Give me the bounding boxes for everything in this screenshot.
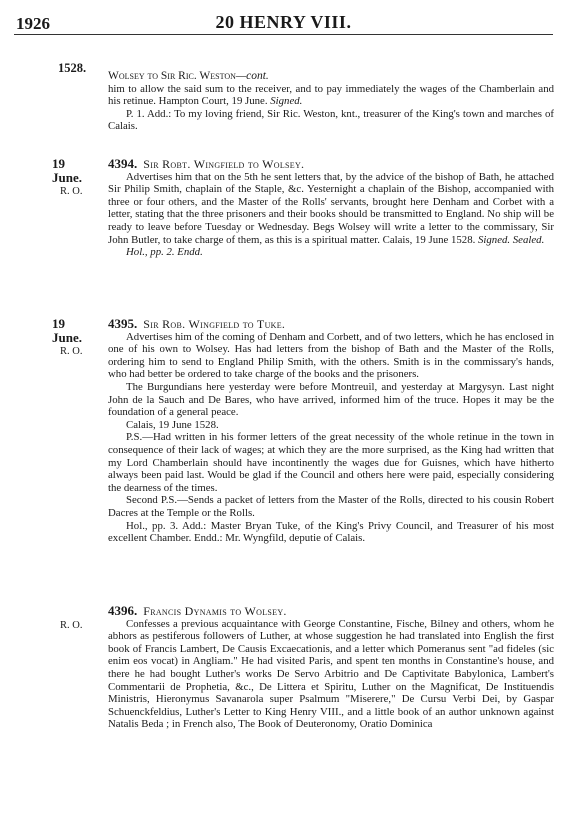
entry-4394 <box>108 158 554 259</box>
entry-body: Advertises him that on the 5th he sent letters that, by the advice of the bishop of Bath, he attached Sir Philip Smith, chaplain of the Staple, &c. Yesternight a chaplain of the Bishop, accompanied with three or four others, and the Master of the Rolls' servants, brought here Denham and Corbet with a letter, stating that the three prisoners and their books should be transmitted to England. No ship will be ready to leave before Tuesday or Wednesday. Begs Wolsey will write a letter to the commissary, Sir John Butler, to take charge of them, as this is a spiritual matter. Calais, 19 June 1528. Signed. Sealed. <box>108 170 554 246</box>
entry-paragraph: Calais, 19 June 1528. <box>126 418 219 431</box>
page-number: 1926 <box>16 14 50 33</box>
entry-paragraph: P. 1. Add.: To my loving friend, Sir Ric. Weston, knt., treasurer of the King's town and marches of Calais. <box>108 107 554 133</box>
entry-paragraph: Second P.S.—Sends a packet of letters from the Master of the Rolls, directed to his cousin Robert Dacres at the Temple or the Rolls. <box>108 494 554 519</box>
entry-paragraph: him to allow the said sum to the receiver, and to pay immediately the wages of the Chamberlain and his retinue. Hampton Court, 19 June. Signed. <box>108 82 554 108</box>
entry-heading: 4395. Sir Rob. Wingfield to Tuke. <box>108 316 286 331</box>
margin-source-4396: R. O. <box>60 620 83 631</box>
entry-wolsey-to-weston <box>108 70 554 133</box>
entry-heading: 4396. Francis Dynamis to Wolsey. <box>108 603 287 618</box>
entry-paragraph: P.S.—Had written in his former letters of the great necessity of the whole retinue in the town in consequence of their lack of wages; at which they are the more surprised, as the King had written that my Lord Chamberlain should have incontinently the wages due for Guisnes, which have hitherto always been paid last. Would be glad if the Council and others here were paid, especially considering the dearness of the times. <box>108 431 554 494</box>
entry-paragraph: Hol., pp. 3. Add.: Master Bryan Tuke, of the King's Privy Council, and Treasurer of his most excellent Chamber. Endd.: Mr. Wyngfild, deputie of Calais. <box>108 519 554 545</box>
entry-heading: Wolsey to Sir Ric. Weston—cont. <box>108 70 269 82</box>
margin-date-4394: 19 June. R. O. <box>52 156 83 197</box>
entry-heading: 4394. Sir Robt. Wingfield to Wolsey. <box>108 156 305 171</box>
margin-date-4395: 19 June. R. O. <box>52 316 83 357</box>
entry-paragraph: Advertises him of the coming of Denham and Corbett, and of two letters, which he has enclosed in one of his own to Wolsey. Has had letters from the bishop of Bath and the Master of the Rolls, ordering him to send to England Philip Smith, with the others. Smith is in the commissary's hands, who had better be ordered to take charge of the books and the prisoners. <box>108 330 554 381</box>
entry-paragraph: The Burgundians here yesterday were before Montreuil, and yesterday at Margysyn. Last night John de la Sauch and De Bares, who have arrived, informed him of the truce. Hopes it may be the foundation of a general peace. <box>108 380 554 419</box>
page-header <box>14 10 553 35</box>
entry-4396 <box>108 605 554 731</box>
margin-year: 1528. <box>58 61 87 75</box>
entry-body: Confesses a previous acquaintance with George Constantine, Fische, Bilney and others, whom he abhors as pestiferous followers of Luther, at whose suggestion he had translated into English the first book of Francis Lambert, De Causis Excaecationis, and a letter which Pomeranus sent "ad fideles (sic enim eos vocat) in Angliam." He had visited Paris, and spent ten months in Constantine's house, and there he had bought Luther's works De Servo Arbitrio and De Captivitate Babylonica, Lambert's Commentarii de Prophetia, &c., De Littera et Spiritu, Luther on the Magnificat, De Instituendis Ministris, Hieronymus Savanarola super Psalmum "Miserere," De Cursu Verbi Dei, by Gaspar Schuenckfeldius, Luther's Letter to King Henry VIII., and a little book of an author unknown against Natalis Beda ; in French also, The Book of Deuteronomy, Oratio Dominica <box>108 617 554 731</box>
running-title: 20 HENRY VIII. <box>215 12 352 32</box>
entry-4395 <box>108 318 554 545</box>
entry-description: Hol., pp. 2. Endd. <box>126 246 203 259</box>
